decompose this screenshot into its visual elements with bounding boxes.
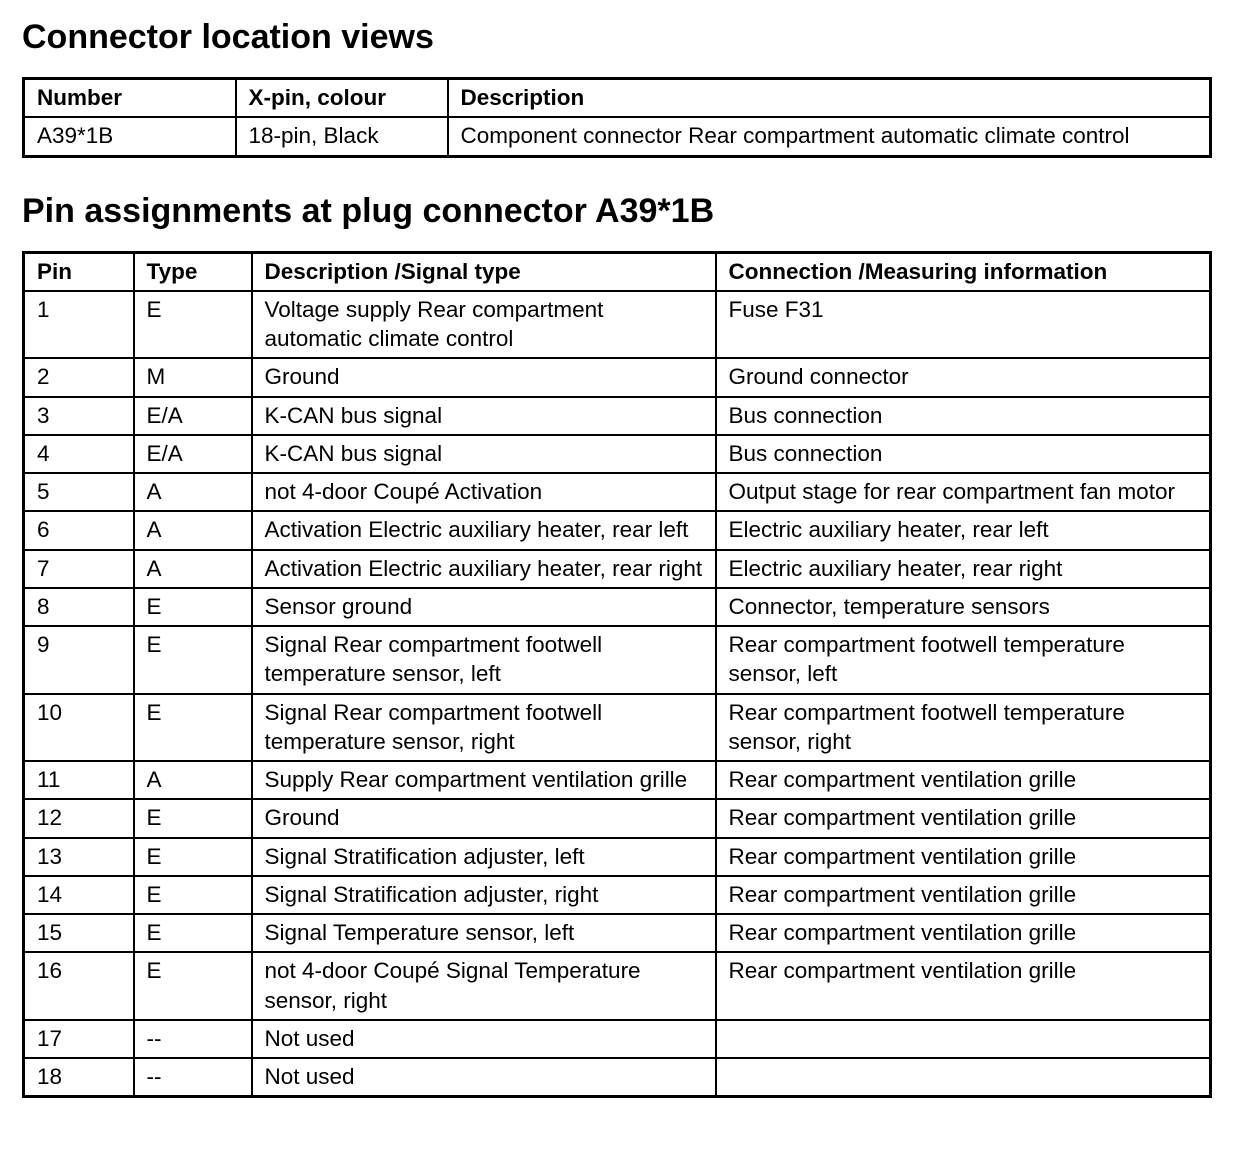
table-cell: --: [134, 1020, 252, 1058]
table-cell: K-CAN bus signal: [252, 397, 716, 435]
header-cell: Description /Signal type: [252, 252, 716, 291]
table-cell: Bus connection: [716, 397, 1211, 435]
table-cell: E: [134, 588, 252, 626]
table-cell: Bus connection: [716, 435, 1211, 473]
table-row: [24, 358, 1211, 396]
table-cell: 9: [24, 626, 134, 694]
table-row: [24, 117, 1211, 156]
header-cell: Type: [134, 252, 252, 291]
table-cell: Not used: [252, 1020, 716, 1058]
table-cell: 10: [24, 694, 134, 762]
table-cell: Voltage supply Rear compartment automatic climate control: [252, 291, 716, 359]
table-cell: --: [134, 1058, 252, 1097]
header-cell: Description: [448, 79, 1211, 118]
table-row: [24, 799, 1211, 837]
table-cell: 7: [24, 550, 134, 588]
table-cell: Activation Electric auxiliary heater, rear left: [252, 511, 716, 549]
table-cell: Electric auxiliary heater, rear right: [716, 550, 1211, 588]
table-row: [24, 473, 1211, 511]
table-cell: A: [134, 761, 252, 799]
table-cell: 16: [24, 952, 134, 1020]
table-row: [24, 291, 1211, 359]
table-cell: A: [134, 550, 252, 588]
table-cell: 18-pin, Black: [236, 117, 448, 156]
table-row: [24, 761, 1211, 799]
table-row: [24, 694, 1211, 762]
table-cell: E: [134, 838, 252, 876]
table-cell: 6: [24, 511, 134, 549]
table-cell: Ground: [252, 358, 716, 396]
table-cell: Supply Rear compartment ventilation grille: [252, 761, 716, 799]
table-cell: Ground connector: [716, 358, 1211, 396]
table-cell: [716, 1020, 1211, 1058]
table-cell: E: [134, 914, 252, 952]
header-cell: X-pin, colour: [236, 79, 448, 118]
table-cell: [716, 1058, 1211, 1097]
table-row: [24, 1058, 1211, 1097]
table-cell: Activation Electric auxiliary heater, rear right: [252, 550, 716, 588]
pin-table-head: [24, 252, 1211, 291]
table-cell: E: [134, 626, 252, 694]
table-row: [24, 1020, 1211, 1058]
connector-location-views-title: Connector location views: [22, 18, 434, 56]
table-cell: M: [134, 358, 252, 396]
table-cell: 17: [24, 1020, 134, 1058]
table-cell: Rear compartment ventilation grille: [716, 761, 1211, 799]
table-cell: E: [134, 952, 252, 1020]
connector-table-head: [24, 79, 1211, 118]
table-cell: not 4-door Coupé Activation: [252, 473, 716, 511]
table-cell: Rear compartment ventilation grille: [716, 799, 1211, 837]
table-row: [24, 511, 1211, 549]
pin-table-header-row: [24, 252, 1211, 291]
table-cell: E: [134, 291, 252, 359]
table-cell: Connector, temperature sensors: [716, 588, 1211, 626]
table-cell: 2: [24, 358, 134, 396]
table-row: [24, 626, 1211, 694]
table-cell: Signal Stratification adjuster, right: [252, 876, 716, 914]
table-row: [24, 876, 1211, 914]
pin-table: [22, 251, 1212, 1099]
table-cell: 18: [24, 1058, 134, 1097]
table-cell: 8: [24, 588, 134, 626]
table-cell: Output stage for rear compartment fan motor: [716, 473, 1211, 511]
table-cell: E: [134, 694, 252, 762]
table-cell: E: [134, 799, 252, 837]
table-cell: Rear compartment footwell temperature sensor, left: [716, 626, 1211, 694]
table-cell: Signal Rear compartment footwell temperature sensor, left: [252, 626, 716, 694]
connector-table: [22, 77, 1212, 158]
header-cell: Number: [24, 79, 236, 118]
table-row: [24, 838, 1211, 876]
table-cell: Rear compartment ventilation grille: [716, 876, 1211, 914]
connector-table-body: [24, 117, 1211, 156]
table-cell: Component connector Rear compartment automatic climate control: [448, 117, 1211, 156]
table-cell: 5: [24, 473, 134, 511]
table-cell: A: [134, 511, 252, 549]
connector-table-header-row: [24, 79, 1211, 118]
table-cell: not 4-door Coupé Signal Temperature sensor, right: [252, 952, 716, 1020]
table-cell: Signal Stratification adjuster, left: [252, 838, 716, 876]
table-cell: Sensor ground: [252, 588, 716, 626]
table-cell: 11: [24, 761, 134, 799]
table-row: [24, 435, 1211, 473]
table-cell: Rear compartment ventilation grille: [716, 838, 1211, 876]
table-row: [24, 914, 1211, 952]
pin-assignments-title: Pin assignments at plug connector A39*1B: [22, 191, 715, 230]
table-row: [24, 397, 1211, 435]
pin-table-body: [24, 291, 1211, 1097]
table-cell: Not used: [252, 1058, 716, 1097]
table-cell: Rear compartment footwell temperature sensor, right: [716, 694, 1211, 762]
table-cell: Rear compartment ventilation grille: [716, 952, 1211, 1020]
table-row: [24, 550, 1211, 588]
table-cell: 4: [24, 435, 134, 473]
table-row: [24, 952, 1211, 1020]
table-cell: K-CAN bus signal: [252, 435, 716, 473]
header-cell: Pin: [24, 252, 134, 291]
table-row: [24, 588, 1211, 626]
header-cell: Connection /Measuring information: [716, 252, 1211, 291]
table-cell: 13: [24, 838, 134, 876]
table-cell: 1: [24, 291, 134, 359]
table-cell: Electric auxiliary heater, rear left: [716, 511, 1211, 549]
table-cell: Fuse F31: [716, 291, 1211, 359]
table-cell: E/A: [134, 435, 252, 473]
table-cell: A: [134, 473, 252, 511]
table-cell: E: [134, 876, 252, 914]
table-cell: E/A: [134, 397, 252, 435]
table-cell: A39*1B: [24, 117, 236, 156]
table-cell: 3: [24, 397, 134, 435]
table-cell: Signal Temperature sensor, left: [252, 914, 716, 952]
table-cell: Ground: [252, 799, 716, 837]
table-cell: Rear compartment ventilation grille: [716, 914, 1211, 952]
table-cell: Signal Rear compartment footwell temperature sensor, right: [252, 694, 716, 762]
table-cell: 12: [24, 799, 134, 837]
table-cell: 15: [24, 914, 134, 952]
table-cell: 14: [24, 876, 134, 914]
